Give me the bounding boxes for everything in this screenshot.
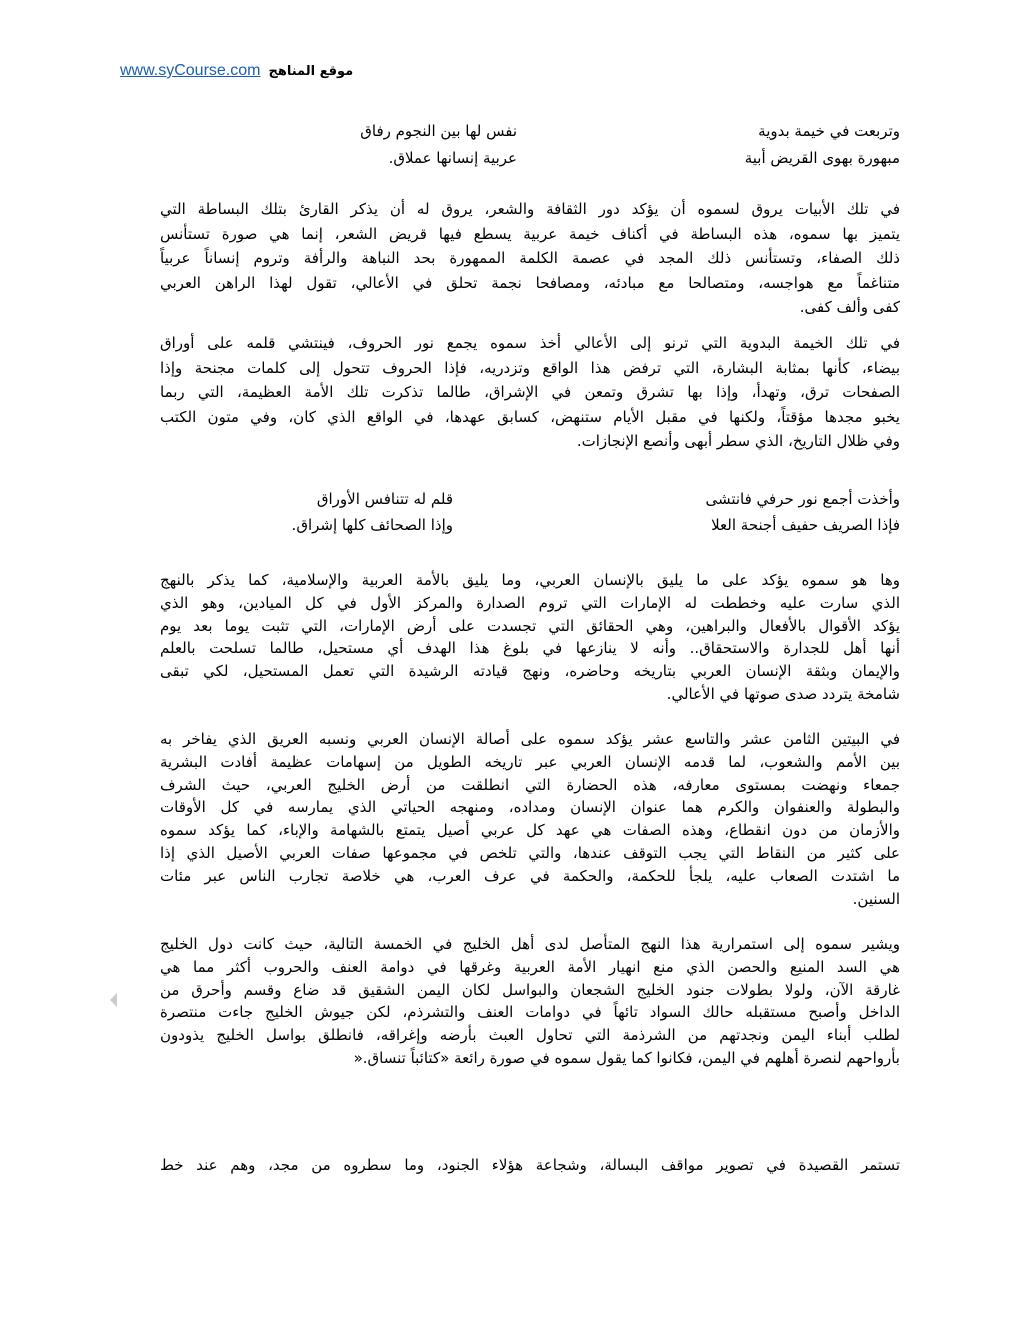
text-line: الذي سارت عليه وخططت له الإمارات التي تروم الصدارة والمركز الأول في كل الميادين، وهو الذي [160, 593, 900, 612]
text-line: وها هو سموه يؤكد على ما يليق بالإنسان العربي، وما يليق بالأمة العربية والإسلامية، كما يذكر بالنهج [160, 571, 900, 589]
paragraph-3 [160, 569, 900, 706]
site-name: موقع المناهج [268, 64, 354, 79]
text-line: لطلب أبناء اليمن ونجدتهم من الشرذمة التي تحاول العبث بأرضه وإغراقه، فانطلق بواسل الخليج يذودون [160, 1026, 900, 1045]
text-line: كفى وألف كفى. [799, 298, 900, 316]
text-line: السنين. [852, 889, 900, 908]
text-line: في تلك الخيمة البدوية التي ترنو إلى الأعالي أخذ سموه يجمع نور الحروف، فينتشي قلمه على أوراق [160, 334, 900, 352]
text-line: شامخة يتردد صدى صوتها في الأعالي. [666, 684, 900, 703]
verse-first-hemistich: مبهورة بهوى القريض أبية [744, 149, 900, 167]
verse-first-hemistich: فإذا الصريف حفيف أجنحة العلا [711, 516, 900, 534]
verse-line [160, 512, 900, 538]
paragraph-6 [160, 1153, 900, 1178]
text-line: الداخل وأصبح مستقبله حالك السواد تائهاً في دوامات العنف والتشرذم، لكن جيوش الخليج جاءت منتصرة [160, 1003, 900, 1022]
text-line: ويشير سموه إلى استمرارية هذا النهج المتأصل لدى أهل الخليج في الخمسة التالية، حيث كانت دول الخليج [160, 935, 900, 953]
text-line: في البيتين الثامن عشر والتاسع عشر يؤكد سموه على أصالة الإنسان العربي ونسبه العريق الذي يفاخر به [160, 730, 900, 748]
text-line: هي السد المنيع والحصن الذي منع انهيار الأمة العربية وغرقها في دوامة العنف والحروب أكثر مما هي [160, 957, 900, 976]
verse-line [160, 145, 900, 171]
verse-second-hemistich: قلم له تتنافس الأوراق [316, 490, 453, 508]
text-line: والإيمان وبثقة الإنسان العربي بتاريخه وحاضره، ونهج قيادته الرشيدة التي تعمل المستحيل، لكي تبقى [160, 662, 900, 681]
text-line: والأزمان من دون انقطاع، وهذه الصفات هي عهد كل عربي أصيل يتمتع بالشهامة والإباء، كما يؤكد سموه [160, 821, 900, 840]
verse-second-hemistich: وإذا الصحائف كلها إشراق. [291, 516, 453, 534]
verse-second-hemistich: نفس لها بين النجوم رفاق [360, 122, 517, 140]
paragraph-1 [160, 197, 900, 320]
text-line: يؤكد الأقوال بالأفعال والبراهين، وهي الحقائق التي تجسدت على أرض الإمارات، التي تثبت يوما بعد يوم [160, 616, 900, 635]
paragraph-2 [160, 331, 900, 454]
text-line: في تلك الأبيات يروق لسموه أن يؤكد دور الثقافة والشعر، يروق له أن يذكر القارئ بتلك البساطة التي [160, 200, 900, 218]
text-line: يخبو مجدها مؤقتاً، ولكنها في مقبل الأيام ستنهض، كسابق عهدها، في الواقع الذي كان، وفي متون الكتب [160, 407, 900, 426]
text-line: ذلك الصفاء، وتستأنس ذلك المجد في عصمة الكلمة الممهورة بحد النباهة والرأفة وتروم إنساناً عربياً [160, 249, 900, 267]
text-line: متناغماً مع هواجسه، ومتصالحا مع مبادئه، ومصافحا نجمة تحلق في الأعالي، تقول لهذا الراهن العربي [160, 273, 900, 292]
verse-first-hemistich: وأخذت أجمع نور حرفي فانتشى [705, 490, 900, 508]
margin-marker-icon [110, 993, 117, 1007]
text-line: تستمر القصيدة في تصوير مواقف البسالة، وشجاعة هؤلاء الجنود، وما سطروه من مجد، وهم عند خط [160, 1156, 900, 1174]
text-line: بيضاء، كأنها بمثابة البشارة، التي ترفض هذا الواقع وتزدريه، فإذا الحروف تتحول إلى كلمات مجنحة وإذا [160, 358, 900, 377]
text-line: ما اشتدت الصعاب عليه، يلجأ للحكمة، والحكمة في عرف العرب، هي خلاصة تجارب الناس عبر مئات [160, 866, 900, 885]
text-line: على كثير من النقاط التي يجب التوقف عندها، والتي تلخص في مجموعها صفات العربي الأصيل الذي إذا [160, 843, 900, 862]
page-header [120, 62, 353, 80]
verse-second-hemistich: عربية إنسانها عملاق. [388, 149, 517, 167]
text-line: جمعاء ونهضت بمستوى معارفه، هذه الحضارة التي انطلقت من أرض الخليج العربي، حيث الشرف [160, 775, 900, 794]
text-line: غارقة الآن، ولولا بطولات جنود الخليج الشجعان والبواسل لكان اليمن الشقيق قد ضاع وقسم وأحرق من [160, 980, 900, 999]
verse-line [160, 118, 900, 144]
site-link[interactable]: www.syCourse.com [120, 62, 261, 79]
text-line: بأرواحهم لنصرة أهلهم في اليمن، فكانوا كما يقول سموه في صورة رائعة «كتائباً تنساق.« [353, 1048, 900, 1067]
text-line: يتميز بها سموه، هذه البساطة في أكناف خيمة عربية يسطع فيها قريض الشعر، إنما هي صورة تستأنس [160, 224, 900, 243]
paragraph-4 [160, 728, 900, 910]
paragraph-5 [160, 933, 900, 1070]
verse-line [160, 486, 900, 512]
text-line: وفي ظلال التاريخ، الذي سطر أبهى وأنصع الإنجازات. [576, 432, 900, 450]
verse-first-hemistich: وتربعت في خيمة بدوية [758, 122, 900, 140]
text-line: الصفحات ترق، وتهدأ، وإذا بها تشرق وتمعن في الإشراق، طالما تذكرت تلك الأمة العظيمة، التي ربما [160, 383, 900, 401]
text-line: أنها أهل للجدارة والاستحقاق.. وأنه لا ينازعها في بلوغ هذا الهدف أي مستحيل، طالما تسلحت بالعلم [160, 639, 900, 658]
text-line: والبطولة والعنفوان والكرم هما عنوان الإنسان ومداده، ومنهجه الحياتي الذي يمارسه في كل الأوقات [160, 798, 900, 817]
text-line: بين الأمم والشعوب، لما قدمه الإنسان العربي عبر تاريخه الطويل من إسهامات عظيمة أفادت البشرية [160, 752, 900, 771]
